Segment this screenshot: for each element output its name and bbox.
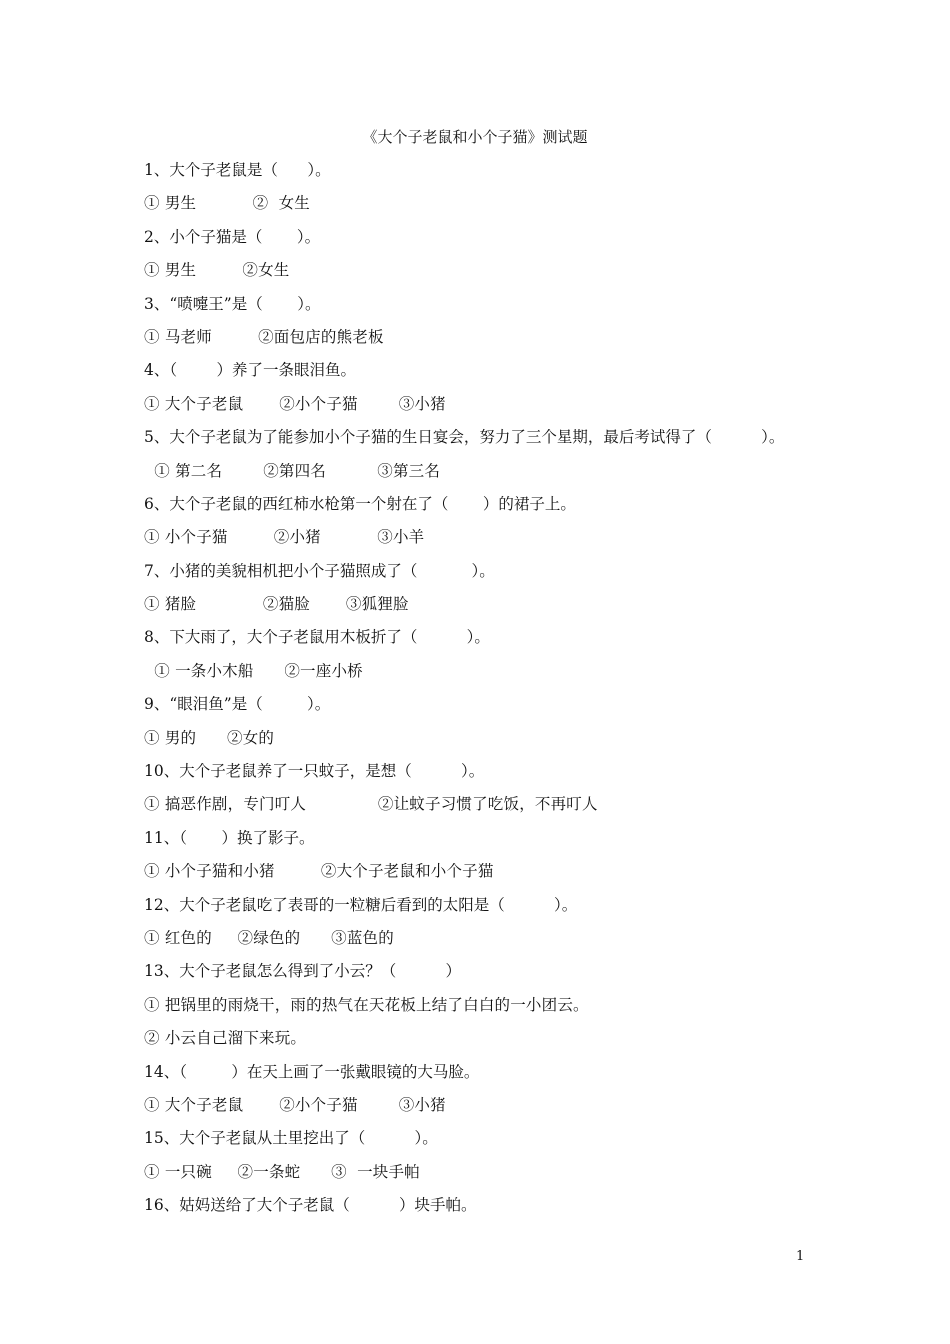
question-list <box>144 159 844 1228</box>
question-9: 9、“眼泪鱼”是（ ）。 <box>144 695 331 714</box>
options-2: ① 男生 ②女生 <box>144 261 290 280</box>
question-7: 7、小猪的美貌相机把小个子猫照成了（ ）。 <box>144 561 495 580</box>
options-13-b: ② 小云自己溜下来玩。 <box>144 1029 307 1048</box>
options-4: ① 大个子老鼠 ②小个子猫 ③小猪 <box>144 394 446 413</box>
question-3: 3、“喷嚏王”是（ ）。 <box>144 294 321 313</box>
question-15: 15、大个子老鼠从土里挖出了（ ）。 <box>144 1129 438 1148</box>
question-6: 6、大个子老鼠的西红柿水枪第一个射在了（ ）的裙子上。 <box>144 494 576 513</box>
options-6: ① 小个子猫 ②小猪 ③小羊 <box>144 528 425 547</box>
question-2: 2、小个子猫是（ ）。 <box>144 227 321 246</box>
document-title: 《大个子老鼠和小个子猫》测试题 <box>362 128 588 146</box>
options-1: ① 男生 ② 女生 <box>144 194 310 213</box>
question-4: 4、（ ）养了一条眼泪鱼。 <box>144 361 357 380</box>
question-12: 12、大个子老鼠吃了表哥的一粒糖后看到的太阳是（ ）。 <box>144 895 578 914</box>
question-11: 11、（ ）换了影子。 <box>144 828 315 847</box>
question-14: 14、（ ）在天上画了一张戴眼镜的大马脸。 <box>144 1062 480 1081</box>
question-8: 8、下大雨了，大个子老鼠用木板折了（ ）。 <box>144 628 490 647</box>
options-15: ① 一只碗 ②一条蛇 ③ 一块手帕 <box>144 1162 420 1181</box>
options-5: ① 第二名 ②第四名 ③第三名 <box>144 461 441 480</box>
page-number: 1 <box>796 1249 805 1264</box>
question-5: 5、大个子老鼠为了能参加小个子猫的生日宴会，努力了三个星期，最后考试得了（ ）。 <box>144 428 785 447</box>
options-12: ① 红色的 ②绿色的 ③蓝色的 <box>144 928 394 947</box>
question-13: 13、大个子老鼠怎么得到了小云？（ ） <box>144 962 461 981</box>
options-8: ① 一条小木船 ②一座小桥 <box>144 661 363 680</box>
options-3: ① 马老师 ②面包店的熊老板 <box>144 327 384 346</box>
options-10: ① 搞恶作剧，专门叮人 ②让蚊子习惯了吃饭，不再叮人 <box>144 795 598 814</box>
options-14: ① 大个子老鼠 ②小个子猫 ③小猪 <box>144 1095 446 1114</box>
options-11: ① 小个子猫和小猪 ②大个子老鼠和小个子猫 <box>144 862 494 881</box>
question-1: 1、大个子老鼠是（ ）。 <box>144 161 331 179</box>
question-16: 16、姑妈送给了大个子老鼠（ ）块手帕。 <box>144 1196 477 1215</box>
question-10: 10、大个子老鼠养了一只蚊子，是想（ ）。 <box>144 762 485 781</box>
options-13-a: ① 把锅里的雨烧干，雨的热气在天花板上结了白白的一小团云。 <box>144 995 589 1014</box>
options-9: ① 男的 ②女的 <box>144 728 275 747</box>
options-7: ① 猪脸 ②猫脸 ③狐狸脸 <box>144 595 409 614</box>
